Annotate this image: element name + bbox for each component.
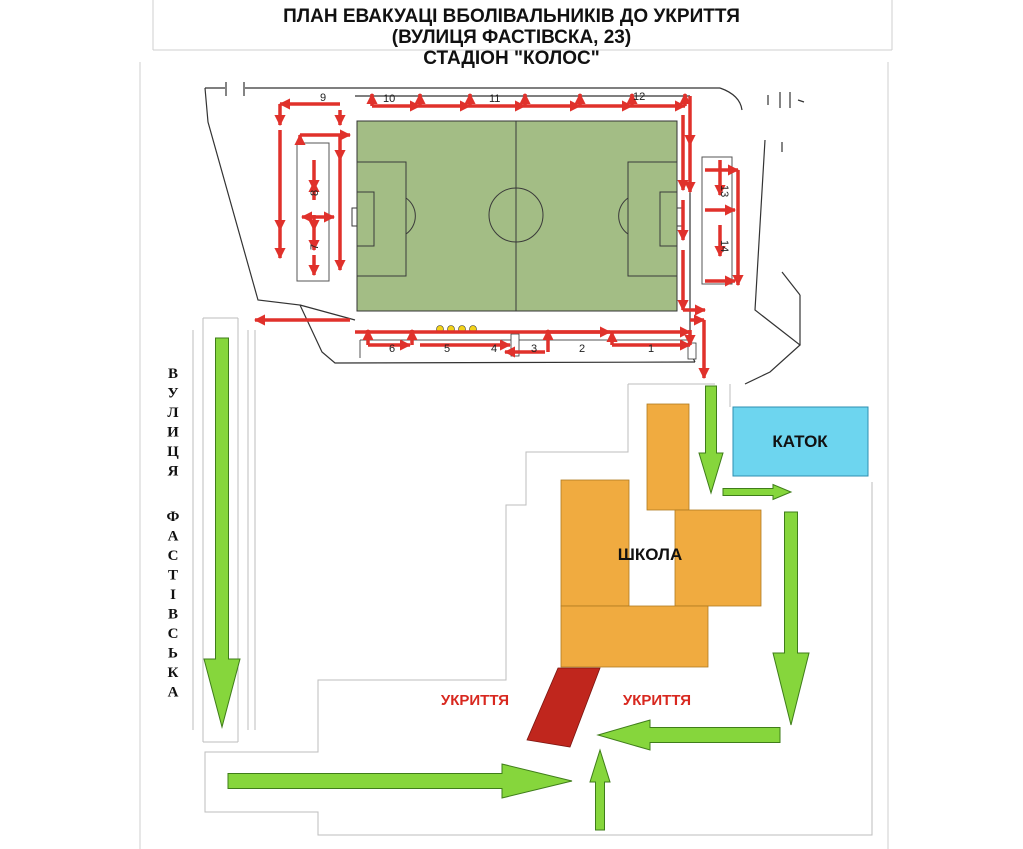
green-route-arrow: [590, 750, 610, 830]
school-building: [561, 404, 761, 667]
street-letter: Ф: [166, 509, 180, 525]
street-letter: У: [167, 385, 179, 402]
street-letter: І: [170, 587, 176, 603]
sector-label-7: 7: [309, 243, 321, 250]
sector-label-10: 10: [383, 93, 396, 105]
sector-label-3: 3: [531, 343, 538, 355]
street-letter: Я: [167, 463, 179, 480]
green-route-arrow: [773, 512, 809, 725]
title-line-3: СТАДІОН "КОЛОС": [423, 48, 600, 69]
street-letter: С: [167, 548, 179, 564]
shelter-label-left: УКРИТТЯ: [440, 692, 510, 709]
sector-label-9: 9: [320, 92, 327, 104]
street-letter: В: [167, 606, 179, 623]
sector-label-8: 8: [309, 189, 321, 196]
street-letter: А: [167, 528, 179, 545]
rink-label: КАТОК: [772, 432, 828, 451]
street-letter: А: [167, 684, 179, 701]
football-field: [352, 121, 682, 311]
sector-label-11: 11: [489, 93, 501, 105]
sector-label-6: 6: [389, 343, 396, 355]
street-letter: Ц: [167, 444, 179, 460]
sector-label-5: 5: [444, 343, 451, 355]
street-letter: И: [167, 424, 179, 441]
sector-label-13: 13: [718, 185, 730, 198]
street-letter: С: [167, 626, 179, 642]
street-letter: Т: [167, 567, 179, 584]
green-route-arrow: [699, 386, 723, 493]
street-letter: К: [167, 665, 179, 681]
sector-label-1: 1: [648, 343, 655, 355]
street-letter: Л: [167, 405, 179, 421]
ice-rink: [733, 407, 868, 476]
street-name-vertical: [167, 366, 180, 701]
sector-label-4: 4: [491, 343, 498, 355]
school-label: ШКОЛА: [617, 545, 683, 564]
sector-label-12: 12: [633, 91, 646, 103]
title-line-1: ПЛАН ЕВАКУАЦІ ВБОЛІВАЛЬНИКІВ ДО УКРИТТЯ: [283, 6, 740, 27]
sector-label-2: 2: [579, 343, 586, 355]
green-route-arrow: [228, 764, 572, 798]
street-letter: В: [167, 366, 179, 382]
green-route-arrow: [598, 720, 780, 750]
title-line-2: (ВУЛИЦЯ ФАСТІВСКА, 23): [391, 27, 632, 48]
street-letter: Ь: [168, 645, 178, 662]
green-route-arrow: [204, 338, 240, 727]
green-route-arrow: [723, 485, 791, 500]
sector-label-14: 14: [718, 240, 730, 253]
shelter-label-right: УКРИТТЯ: [622, 692, 692, 709]
